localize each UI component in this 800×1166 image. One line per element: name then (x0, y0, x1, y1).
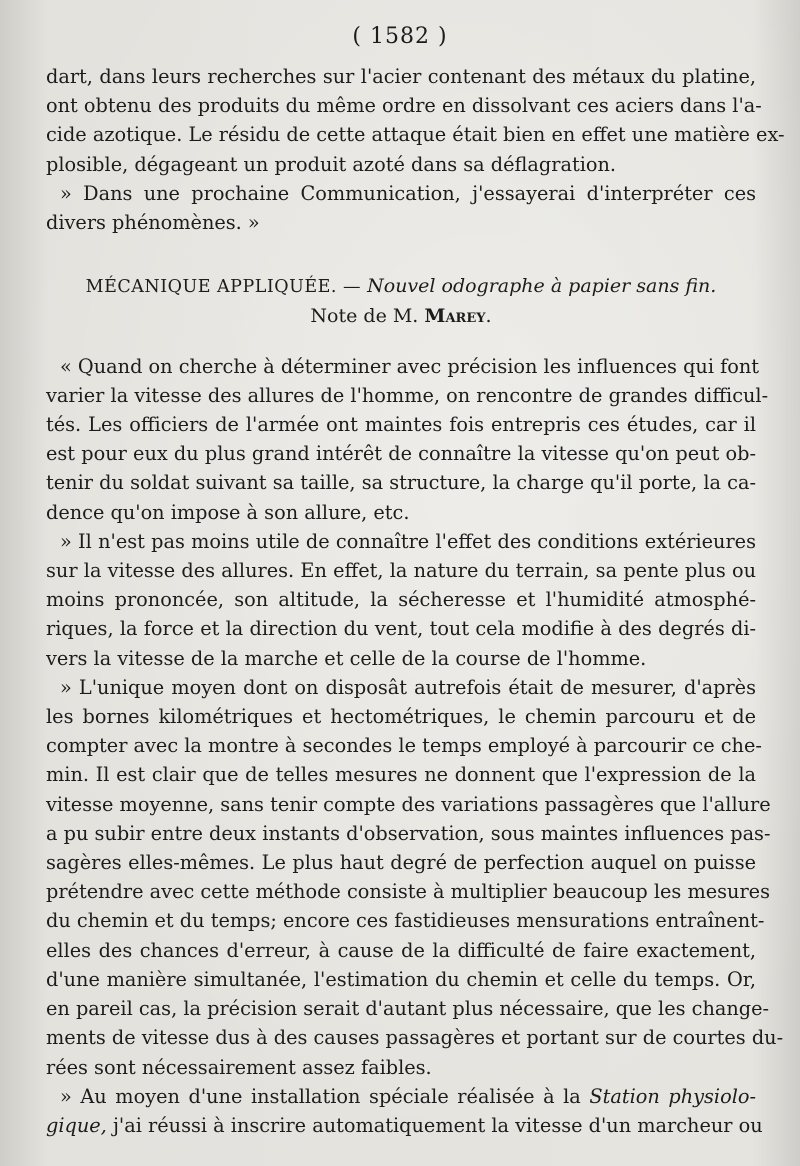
spacer (46, 332, 756, 352)
intro-paragraph (46, 62, 785, 179)
text-line: tenir du soldat suivant sa taille, sa structure, la charge qu'il porte, la ca- (46, 471, 756, 495)
text-fragment: » Au moyen d'une installation spéciale réalisée à la (60, 1084, 581, 1108)
paragraph-4 (46, 1082, 763, 1140)
section-subtitle: Nouvel odographe à papier sans fin. (367, 275, 717, 298)
text-line (46, 1111, 763, 1140)
note-suffix: . (485, 305, 492, 328)
text-line: est pour eux du plus grand intérêt de connaître la vitesse qu'on peut ob- (46, 442, 756, 466)
text-line: d'une manière simultanée, l'estimation du chemin et celle du temps. Or, (46, 967, 756, 991)
paragraph-1 (46, 352, 769, 527)
text-line: tés. Les officiers de l'armée ont maintes fois entrepris ces études, car il (46, 413, 756, 437)
text-line: a pu subir entre deux instants d'observation, sous maintes influences pas- (46, 821, 771, 845)
text-line: dence qu'on impose à son allure, etc. (46, 500, 410, 524)
text-line: vitesse moyenne, sans tenir compte des variations passagères que l'allure (46, 792, 771, 816)
section-title (46, 272, 756, 302)
text-line: » Dans une prochaine Communication, j'essayerai d'interpréter ces (60, 181, 756, 205)
text-line: rées sont nécessairement assez faibles. (46, 1055, 432, 1079)
text-line: min. Il est clair que de telles mesures ne donnent que l'expression de la (46, 763, 756, 787)
paragraph-2 (46, 527, 756, 673)
text-line: » L'unique moyen dont on disposât autrefois était de mesurer, d'après (60, 675, 756, 699)
author-note (46, 302, 756, 331)
text-line: moins prononcée, son altitude, la sécheresse et l'humidité atmosphé- (46, 588, 756, 612)
text-line: du chemin et du temps; encore ces fastidieuses mensurations entraînent- (46, 909, 765, 933)
text-line: ments de vitesse dus à des causes passagères et portant sur de courtes du- (46, 1026, 784, 1050)
text-line: riques, la force et la direction du vent, tout cela modifie à des degrés di- (46, 617, 756, 641)
text-line: varier la vitesse des allures de l'homme, on rencontre de grandes difficul- (46, 383, 769, 407)
text-line: ont obtenu des produits du même ordre en dissolvant ces aciers dans l'a- (46, 94, 762, 118)
note-prefix: Note de M. (310, 305, 419, 328)
text-line: sagères elles-mêmes. Le plus haut degré de perfection auquel on puisse (46, 851, 756, 875)
closing-paragraph (46, 179, 756, 237)
italic-fragment: Station physiolo- (589, 1084, 756, 1108)
text-line: elles des chances d'erreur, à cause de la difficulté de faire exactement, (46, 938, 756, 962)
text-line: les bornes kilométriques et hectométriques, le chemin parcouru et de (46, 705, 756, 729)
italic-fragment: gique, (46, 1113, 107, 1137)
page-number: ( 1582 ) (352, 24, 448, 49)
text-fragment: j'ai réussi à inscrire automatiquement la vitesse d'un marcheur ou (112, 1113, 763, 1137)
text-line: cide azotique. Le résidu de cette attaque était bien en effet une matière ex- (46, 123, 785, 147)
text-line: sur la vitesse des allures. En effet, la nature du terrain, sa pente plus ou (46, 559, 756, 583)
text-line: divers phénomènes. » (46, 211, 260, 235)
text-line: prétendre avec cette méthode consiste à multiplier beaucoup les mesures (46, 880, 770, 904)
author-name: Marey (424, 305, 486, 328)
text-line: » Il n'est pas moins utile de connaître l'effet des conditions extérieures (60, 529, 756, 553)
text-body (46, 62, 785, 1140)
section-heading: MÉCANIQUE APPLIQUÉE. (85, 277, 337, 298)
text-line: plosible, dégageant un produit azoté dans sa déflagration. (46, 152, 617, 176)
text-line: « Quand on cherche à déterminer avec précision les influences qui font (60, 354, 760, 378)
section-dash: — (343, 277, 362, 298)
text-line (46, 1082, 756, 1111)
text-line: compter avec la montre à secondes le temps employé à parcourir ce che- (46, 734, 762, 758)
text-line: en pareil cas, la précision serait d'autant plus nécessaire, que les change- (46, 997, 770, 1021)
text-line: vers la vitesse de la marche et celle de la course de l'homme. (46, 646, 647, 670)
spacer (46, 237, 756, 272)
text-line: dart, dans leurs recherches sur l'acier contenant des métaux du platine, (46, 65, 756, 88)
paragraph-3 (46, 673, 784, 1082)
